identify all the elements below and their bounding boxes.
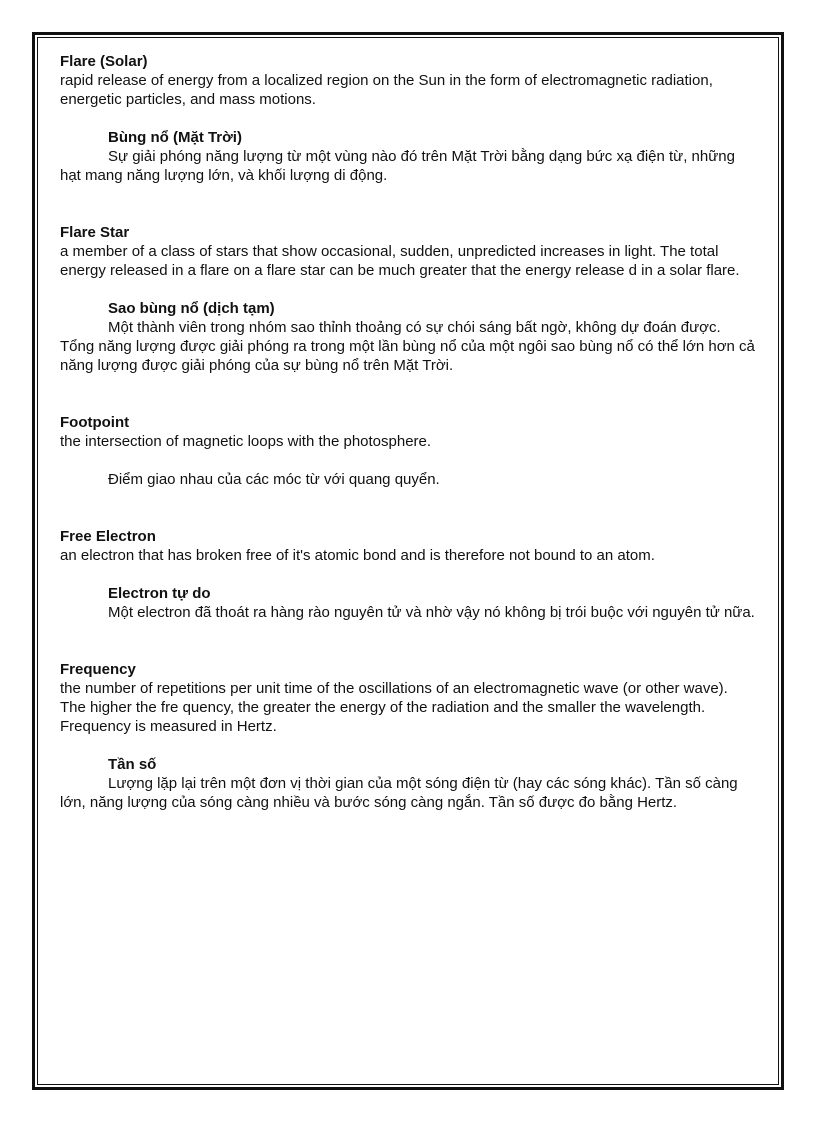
entry-spacer bbox=[60, 375, 756, 413]
vietnamese-definition: Một electron đã thoát ra hàng rào nguyên tử và nhờ vậy nó không bị trói buộc với nguyên tử nữa. bbox=[108, 604, 755, 621]
entry-definition: rapid release of energy from a localized region on the Sun in the form of electromagnetic radiation, energetic particles, and mass motions. bbox=[60, 72, 713, 108]
vietnamese-block bbox=[60, 470, 756, 489]
entry-term: Flare Star bbox=[60, 224, 130, 241]
entry-spacer bbox=[60, 489, 756, 527]
vietnamese-block bbox=[60, 128, 756, 185]
glossary-entry-frequency bbox=[60, 660, 756, 812]
glossary-entry-flare-solar bbox=[60, 52, 756, 185]
vietnamese-block bbox=[60, 755, 756, 812]
vietnamese-block bbox=[60, 584, 756, 622]
vietnamese-definition: Lượng lặp lại trên một đơn vị thời gian của một sóng điện từ (hay các sóng khác). Tần số càng lớn, năng lượng của sóng càng nhiều và bước sóng càng ngắn. Tần số được đo bằng Hertz. bbox=[60, 775, 738, 811]
vietnamese-term: Electron tự do bbox=[108, 585, 211, 602]
entry-definition: the number of repetitions per unit time of the oscillations of an electromagnetic wave (or other wave). The higher the fre quency, the greater the energy of the radiation and the smaller the wavelength. Frequency is measured in Hertz. bbox=[60, 680, 728, 735]
vietnamese-term: Sao bùng nổ (dịch tạm) bbox=[108, 300, 275, 317]
entry-definition: the intersection of magnetic loops with the photosphere. bbox=[60, 433, 432, 450]
glossary-entry-flare-star bbox=[60, 223, 756, 375]
vietnamese-term: Tần số bbox=[108, 756, 157, 773]
glossary-content bbox=[60, 52, 756, 812]
entry-term: Footpoint bbox=[60, 414, 130, 431]
entry-term: Frequency bbox=[60, 661, 136, 678]
vietnamese-definition: Một thành viên trong nhóm sao thỉnh thoảng có sự chói sáng bất ngờ, không dự đoán được. Tổng năng lượng được giải phóng ra trong một lần bùng nổ của một ngôi sao bùng nổ có thể lớn hơn cả năng lượng được giải phóng của sự bùng nổ trên Mặt Trời. bbox=[60, 319, 755, 374]
entry-spacer bbox=[60, 185, 756, 223]
vietnamese-definition: Sự giải phóng năng lượng từ một vùng nào đó trên Mặt Trời bằng dạng bức xạ điện từ, những hạt mang năng lượng lớn, và khối lượng di động. bbox=[60, 148, 735, 184]
entry-spacer bbox=[60, 622, 756, 660]
vietnamese-definition: Điểm giao nhau của các móc từ với quang quyển. bbox=[108, 471, 440, 488]
glossary-entry-free-electron bbox=[60, 527, 756, 622]
vietnamese-term: Bùng nổ (Mặt Trời) bbox=[108, 129, 242, 146]
entry-term: Free Electron bbox=[60, 528, 156, 545]
vietnamese-block bbox=[60, 299, 756, 375]
entry-definition: an electron that has broken free of it's atomic bond and is therefore not bound to an atom. bbox=[60, 547, 655, 564]
entry-definition: a member of a class of stars that show occasional, sudden, unpredicted increases in light. The total energy released in a flare on a flare star can be much greater that the energy release d in a solar flare. bbox=[60, 243, 740, 279]
entry-term: Flare (Solar) bbox=[60, 53, 148, 70]
glossary-entry-footpoint bbox=[60, 413, 756, 489]
